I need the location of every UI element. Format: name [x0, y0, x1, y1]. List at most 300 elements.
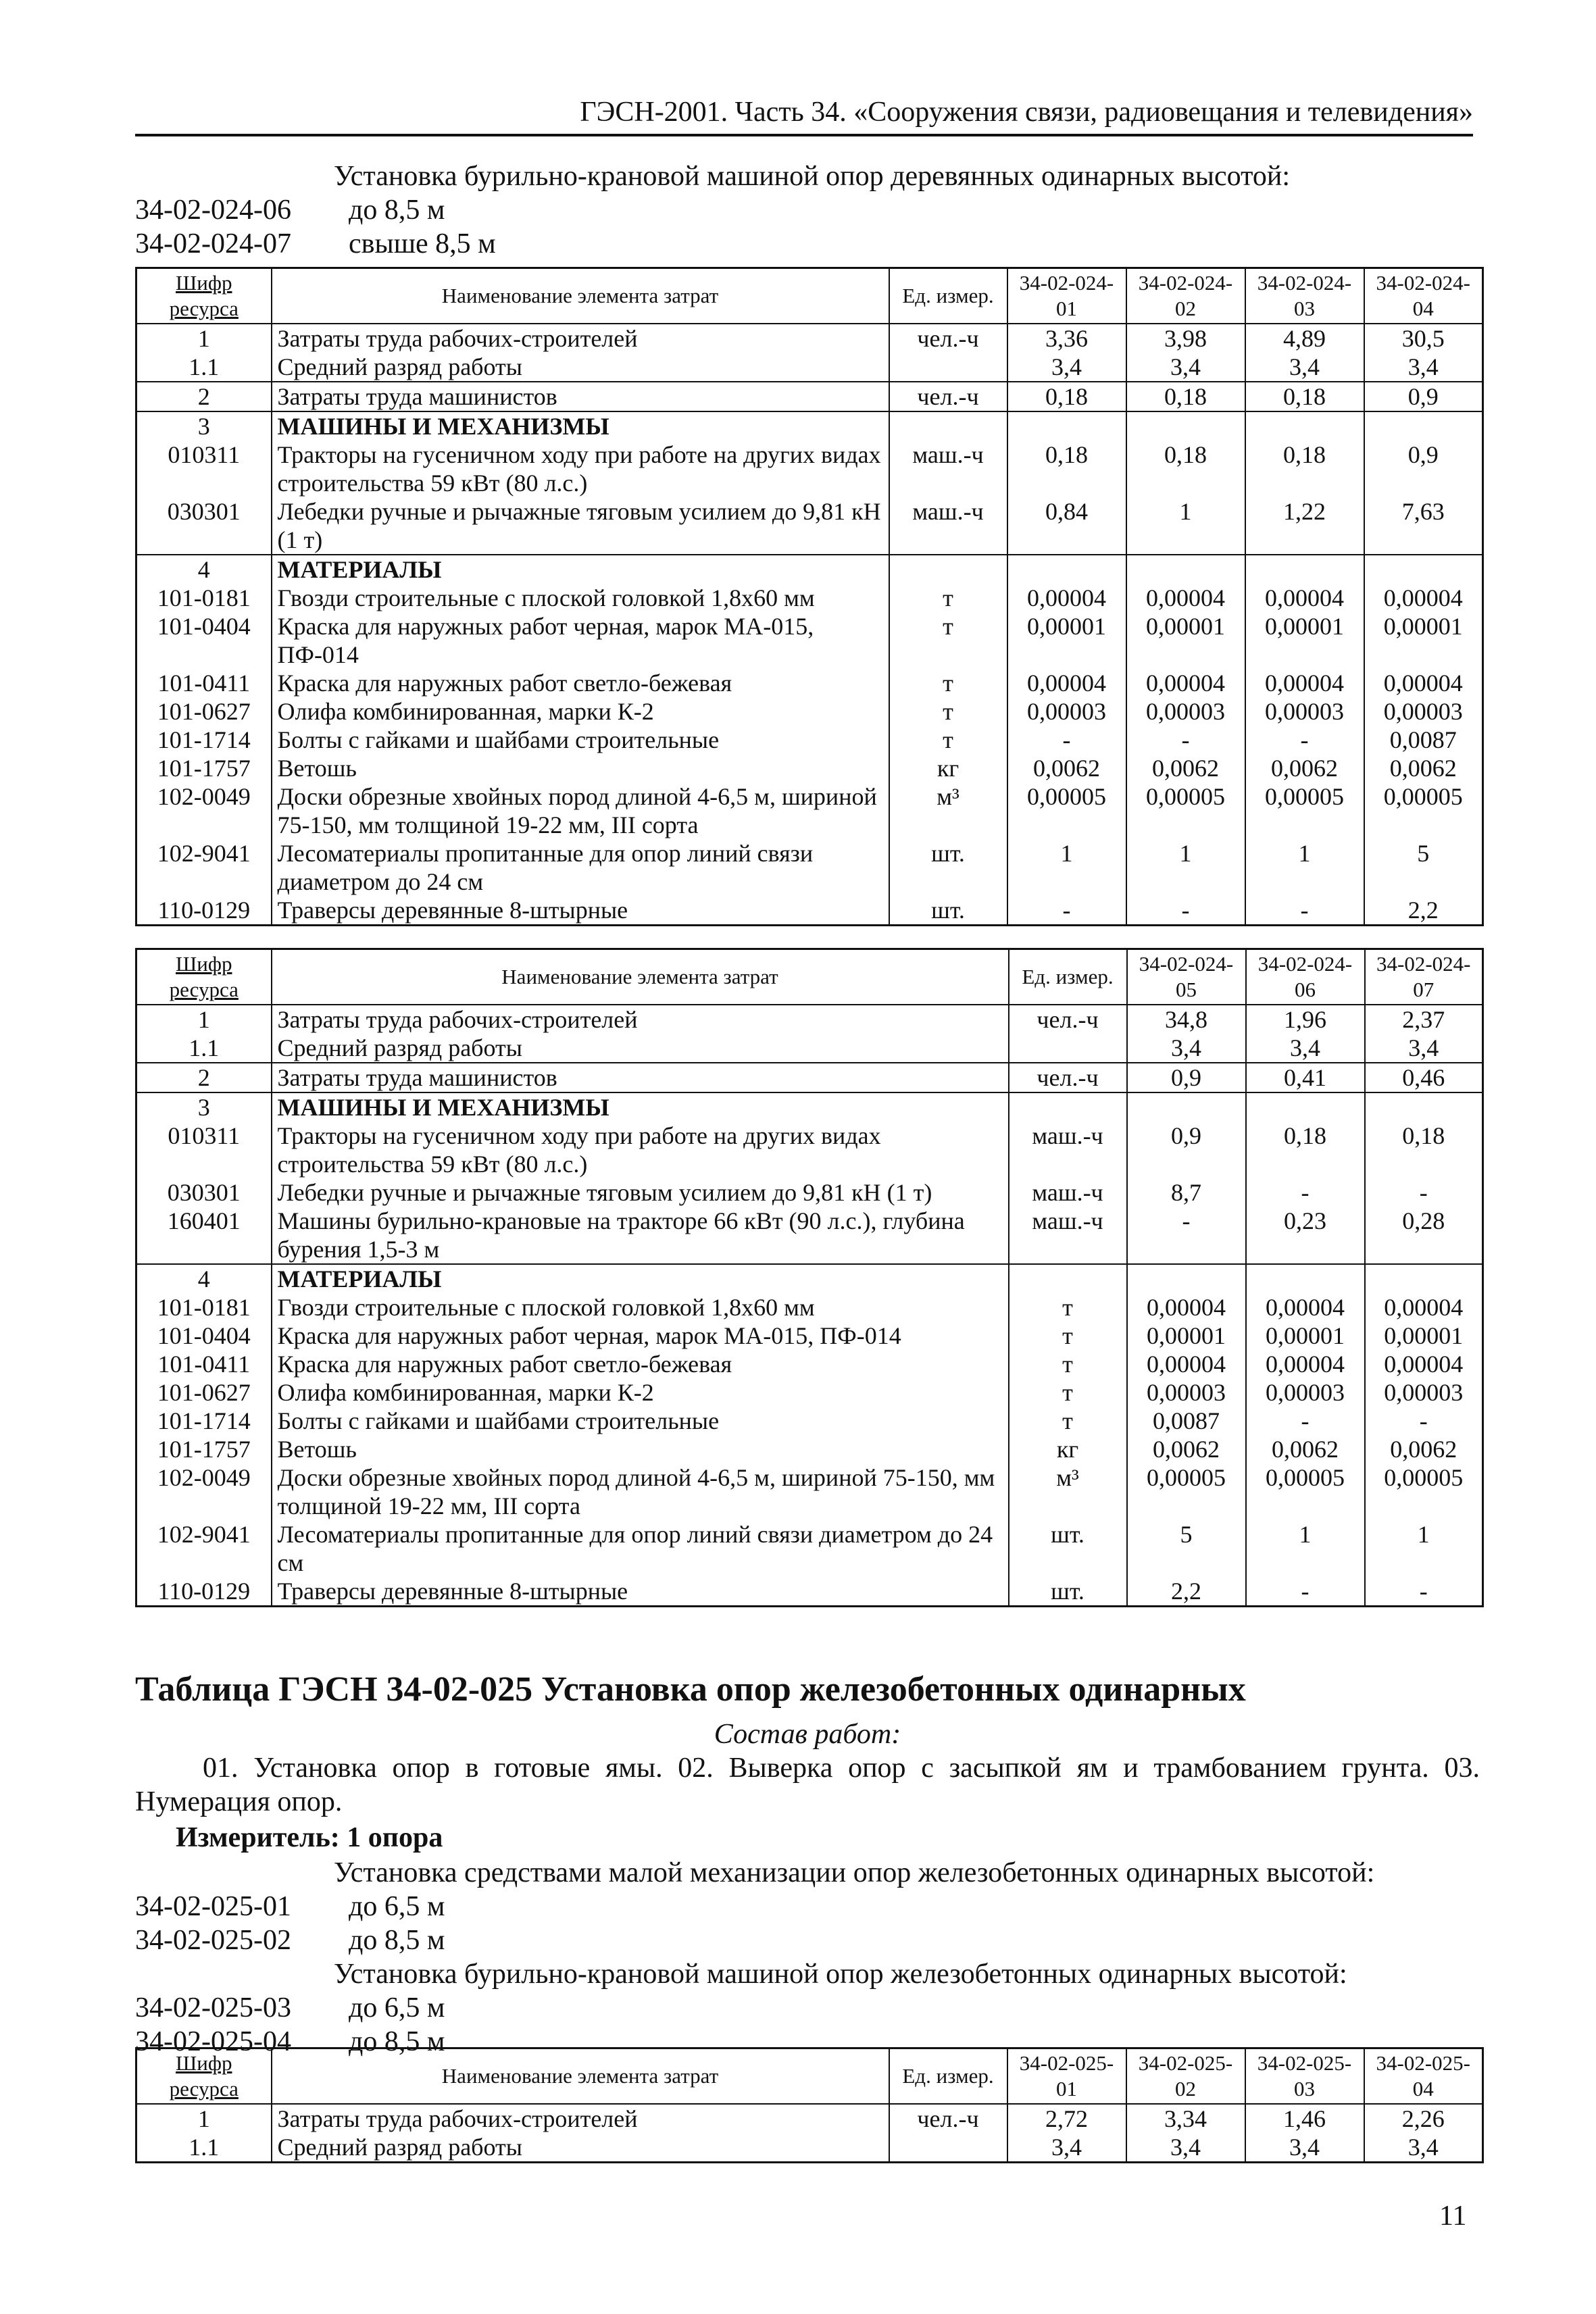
- item-text: до 6,5 м: [349, 1891, 445, 1922]
- header-norm-code: 34-02-025-02: [1126, 2048, 1245, 2105]
- cell-value: 2,37: [1365, 1005, 1483, 1034]
- cell-unit: кг: [1009, 1435, 1127, 1463]
- measure-unit: Измеритель: 1 опора: [176, 1822, 443, 1853]
- cell-resource-code: 101-0404: [136, 1322, 272, 1350]
- header-resource-code: Шифр ресурса: [136, 268, 272, 324]
- table-row: [136, 2104, 1483, 2133]
- item-text: до 8,5 м: [349, 2026, 445, 2057]
- cell-value: 0,00004: [1126, 669, 1245, 697]
- cell-resource-code: 110-0129: [136, 1577, 272, 1607]
- cell-unit: чел.-ч: [889, 382, 1007, 411]
- cell-value: [1126, 555, 1245, 584]
- cell-unit: м³: [1009, 1463, 1127, 1520]
- cell-resource-code: 2: [136, 382, 272, 411]
- cell-value: 3,4: [1364, 353, 1483, 382]
- table-row: [136, 697, 1483, 726]
- cell-value: 0,0062: [1126, 754, 1245, 782]
- header-norm-code: 34-02-024-01: [1007, 268, 1126, 324]
- item-code: 34-02-025-01: [135, 1891, 291, 1922]
- table-title: Таблица ГЭСН 34-02-025 Установка опор железобетонных одинарных: [135, 1670, 1246, 1709]
- cell-unit: т: [889, 669, 1007, 697]
- table-row: [136, 782, 1483, 839]
- cell-value: 0,00003: [1245, 697, 1364, 726]
- cell-value: 3,4: [1007, 353, 1126, 382]
- cell-value: 0,00005: [1007, 782, 1126, 839]
- cell-value: 3,4: [1365, 1034, 1483, 1063]
- resource-table-025-01-04: [135, 2047, 1484, 2163]
- cell-value: 7,63: [1364, 497, 1483, 555]
- work-composition-caption: Состав работ:: [714, 1719, 901, 1750]
- cell-value: [1246, 1092, 1365, 1122]
- cell-resource-code: 2: [136, 1063, 272, 1092]
- block-heading: Установка бурильно-крановой машиной опор деревянных одинарных высотой:: [334, 161, 1291, 192]
- header-unit: Ед. измер.: [889, 268, 1007, 324]
- table-row: [136, 1322, 1483, 1350]
- header-unit: Ед. измер.: [1009, 949, 1127, 1005]
- cell-unit: маш.-ч: [1009, 1178, 1127, 1207]
- table-row: [136, 1207, 1483, 1264]
- cell-cost-element: Затраты труда рабочих-строителей: [272, 2104, 889, 2133]
- cell-cost-element: Затраты труда рабочих-строителей: [272, 1005, 1009, 1034]
- cell-resource-code: 010311: [136, 1122, 272, 1178]
- cell-unit: т: [1009, 1322, 1127, 1350]
- cell-unit: т: [1009, 1293, 1127, 1322]
- codes-block-024: [135, 159, 1480, 261]
- cell-unit: м³: [889, 782, 1007, 839]
- cell-resource-code: 1.1: [136, 2133, 272, 2163]
- table-row: [136, 726, 1483, 754]
- cell-value: 0,00004: [1127, 1350, 1246, 1378]
- item-code: 34-02-024-07: [135, 228, 291, 259]
- table-row: [136, 382, 1483, 411]
- cell-resource-code: 101-0411: [136, 1350, 272, 1378]
- code-item: [135, 1991, 1480, 2025]
- cell-cost-element: Лесоматериалы пропитанные для опор линий связи диаметром до 24 см: [272, 1520, 1009, 1577]
- cell-resource-code: 101-0627: [136, 1378, 272, 1407]
- cell-value: [1245, 555, 1364, 584]
- cell-value: [1365, 1264, 1483, 1293]
- cell-unit: маш.-ч: [889, 497, 1007, 555]
- cell-value: 0,18: [1245, 441, 1364, 497]
- cell-value: 0,0062: [1364, 754, 1483, 782]
- cell-cost-element: Болты с гайками и шайбами строительные: [272, 1407, 1009, 1435]
- item-code: 34-02-025-03: [135, 1992, 291, 2023]
- cell-value: 3,4: [1126, 2133, 1245, 2163]
- cell-value: [1007, 411, 1126, 441]
- cell-cost-element: Краска для наружных работ черная, марок МА-015, ПФ-014: [272, 1322, 1009, 1350]
- table-row: [136, 1034, 1483, 1063]
- cell-cost-element: МАТЕРИАЛЫ: [272, 1264, 1009, 1293]
- cell-value: 2,26: [1364, 2104, 1483, 2133]
- cell-value: 5: [1127, 1520, 1246, 1577]
- cell-resource-code: 101-0404: [136, 612, 272, 669]
- cell-value: -: [1007, 896, 1126, 926]
- header-norm-code: 34-02-025-03: [1245, 2048, 1364, 2105]
- cell-value: 0,00004: [1364, 669, 1483, 697]
- cell-resource-code: 1.1: [136, 353, 272, 382]
- block-heading: Установка бурильно-крановой машиной опор железобетонных одинарных высотой:: [334, 1959, 1347, 1990]
- cell-value: -: [1365, 1577, 1483, 1607]
- cell-value: 3,4: [1127, 1034, 1246, 1063]
- header-cost-element: Наименование элемента затрат: [272, 268, 889, 324]
- cell-value: 0,46: [1365, 1063, 1483, 1092]
- cell-value: 3,4: [1364, 2133, 1483, 2163]
- cell-resource-code: 102-9041: [136, 839, 272, 896]
- page-number: 11: [1439, 2200, 1467, 2232]
- cell-value: -: [1246, 1178, 1365, 1207]
- cell-value: 2,2: [1364, 896, 1483, 926]
- code-item: [135, 227, 1480, 261]
- table-row: [136, 2133, 1483, 2163]
- cell-value: 0,84: [1007, 497, 1126, 555]
- cell-value: 0,00005: [1365, 1463, 1483, 1520]
- cell-value: 0,0087: [1127, 1407, 1246, 1435]
- cell-value: 0,0062: [1246, 1435, 1365, 1463]
- cell-resource-code: 4: [136, 1264, 272, 1293]
- header-unit: Ед. измер.: [889, 2048, 1007, 2105]
- cell-cost-element: Краска для наружных работ светло-бежевая: [272, 669, 889, 697]
- cell-value: 3,4: [1126, 353, 1245, 382]
- cell-value: 0,0062: [1245, 754, 1364, 782]
- cell-value: 3,4: [1246, 1034, 1365, 1063]
- cell-cost-element: Лебедки ручные и рычажные тяговым усилием до 9,81 кН (1 т): [272, 497, 889, 555]
- cell-value: [1245, 411, 1364, 441]
- cell-unit: [889, 555, 1007, 584]
- header-norm-code: 34-02-024-02: [1126, 268, 1245, 324]
- cell-value: 0,00005: [1127, 1463, 1246, 1520]
- cell-value: 0,00001: [1364, 612, 1483, 669]
- cell-value: [1127, 1092, 1246, 1122]
- cell-cost-element: Траверсы деревянные 8-штырные: [272, 896, 889, 926]
- cell-value: 1: [1365, 1520, 1483, 1577]
- header-cost-element: Наименование элемента затрат: [272, 949, 1009, 1005]
- cell-value: 3,98: [1126, 324, 1245, 353]
- table-row: [136, 497, 1483, 555]
- item-text: до 6,5 м: [349, 1992, 445, 2023]
- table-row: [136, 353, 1483, 382]
- cell-value: [1365, 1092, 1483, 1122]
- cell-unit: маш.-ч: [1009, 1122, 1127, 1178]
- cell-resource-code: 110-0129: [136, 896, 272, 926]
- header-norm-code: 34-02-024-04: [1364, 268, 1483, 324]
- cell-unit: шт.: [1009, 1577, 1127, 1607]
- cell-resource-code: 101-0181: [136, 584, 272, 612]
- table-row: [136, 839, 1483, 896]
- table-row: [136, 1407, 1483, 1435]
- cell-value: 3,4: [1007, 2133, 1126, 2163]
- cell-resource-code: 101-1757: [136, 754, 272, 782]
- cell-value: -: [1245, 726, 1364, 754]
- cell-unit: т: [889, 612, 1007, 669]
- cell-value: 0,23: [1246, 1207, 1365, 1264]
- cell-cost-element: Траверсы деревянные 8-штырные: [272, 1577, 1009, 1607]
- cell-value: 5: [1364, 839, 1483, 896]
- cell-value: 1: [1126, 497, 1245, 555]
- cell-value: 0,00004: [1364, 584, 1483, 612]
- cell-cost-element: Олифа комбинированная, марки К-2: [272, 1378, 1009, 1407]
- cell-resource-code: 101-1757: [136, 1435, 272, 1463]
- header-norm-code: 34-02-025-01: [1007, 2048, 1126, 2105]
- cell-unit: кг: [889, 754, 1007, 782]
- header-norm-code: 34-02-024-03: [1245, 268, 1364, 324]
- cell-cost-element: Тракторы на гусеничном ходу при работе на других видах строительства 59 кВт (80 л.с.): [272, 441, 889, 497]
- cell-resource-code: 102-9041: [136, 1520, 272, 1577]
- cell-unit: [889, 411, 1007, 441]
- cell-value: 30,5: [1364, 324, 1483, 353]
- section-row: [136, 1092, 1483, 1122]
- cell-cost-element: Олифа комбинированная, марки К-2: [272, 697, 889, 726]
- cell-resource-code: 101-1714: [136, 726, 272, 754]
- item-code: 34-02-025-02: [135, 1925, 291, 1956]
- cell-unit: маш.-ч: [889, 441, 1007, 497]
- cell-cost-element: Ветошь: [272, 1435, 1009, 1463]
- cell-value: 0,0062: [1007, 754, 1126, 782]
- cell-resource-code: 4: [136, 555, 272, 584]
- table-row: [136, 1293, 1483, 1322]
- cell-unit: т: [889, 584, 1007, 612]
- header-resource-code: Шифр ресурса: [136, 2048, 272, 2105]
- cell-value: 0,00005: [1126, 782, 1245, 839]
- header-cost-element: Наименование элемента затрат: [272, 2048, 889, 2105]
- cell-resource-code: 1: [136, 1005, 272, 1034]
- section-row: [136, 555, 1483, 584]
- cell-cost-element: Гвозди строительные с плоской головкой 1,8х60 мм: [272, 584, 889, 612]
- cell-cost-element: Гвозди строительные с плоской головкой 1,8х60 мм: [272, 1293, 1009, 1322]
- cell-value: 0,9: [1127, 1063, 1246, 1092]
- header-norm-code: 34-02-025-04: [1364, 2048, 1483, 2105]
- cell-value: -: [1365, 1178, 1483, 1207]
- cell-unit: чел.-ч: [1009, 1063, 1127, 1092]
- table-row: [136, 1178, 1483, 1207]
- cell-resource-code: 101-0411: [136, 669, 272, 697]
- cell-value: 0,00001: [1127, 1322, 1246, 1350]
- cell-unit: т: [1009, 1378, 1127, 1407]
- cell-value: -: [1007, 726, 1126, 754]
- cell-value: [1126, 411, 1245, 441]
- cell-cost-element: Средний разряд работы: [272, 2133, 889, 2163]
- cell-value: 0,00004: [1365, 1350, 1483, 1378]
- cell-value: 0,00004: [1246, 1350, 1365, 1378]
- cell-value: 0,00005: [1364, 782, 1483, 839]
- cell-unit: шт.: [1009, 1520, 1127, 1577]
- code-item: [135, 1923, 1480, 1957]
- table-row: [136, 669, 1483, 697]
- cell-unit: [1009, 1092, 1127, 1122]
- cell-value: 1,46: [1245, 2104, 1364, 2133]
- table-row: [136, 1378, 1483, 1407]
- cell-resource-code: 101-0627: [136, 697, 272, 726]
- header-resource-code: Шифр ресурса: [136, 949, 272, 1005]
- cell-cost-element: Средний разряд работы: [272, 353, 889, 382]
- cell-value: 0,00004: [1007, 584, 1126, 612]
- cell-value: 0,9: [1364, 382, 1483, 411]
- cell-value: [1007, 555, 1126, 584]
- cell-value: 0,00001: [1246, 1322, 1365, 1350]
- cell-value: 0,9: [1364, 441, 1483, 497]
- cell-value: [1246, 1264, 1365, 1293]
- cell-value: 1: [1246, 1520, 1365, 1577]
- cell-value: 0,18: [1245, 382, 1364, 411]
- table-row: [136, 1435, 1483, 1463]
- cell-resource-code: 3: [136, 411, 272, 441]
- cell-value: 0,18: [1007, 382, 1126, 411]
- cell-value: 2,72: [1007, 2104, 1126, 2133]
- cell-resource-code: 1: [136, 324, 272, 353]
- cell-value: [1364, 555, 1483, 584]
- code-item: [135, 193, 1480, 227]
- cell-unit: т: [1009, 1407, 1127, 1435]
- header-norm-code: 34-02-024-07: [1365, 949, 1483, 1005]
- header-norm-code: 34-02-024-05: [1127, 949, 1246, 1005]
- cell-value: 0,41: [1246, 1063, 1365, 1092]
- cell-unit: чел.-ч: [1009, 1005, 1127, 1034]
- cell-value: 0,00004: [1245, 669, 1364, 697]
- cell-value: 0,00003: [1365, 1378, 1483, 1407]
- cell-value: 0,00004: [1245, 584, 1364, 612]
- cell-value: 0,00003: [1246, 1378, 1365, 1407]
- cell-resource-code: 030301: [136, 497, 272, 555]
- cell-unit: чел.-ч: [889, 2104, 1007, 2133]
- work-composition: 01. Установка опор в готовые ямы. 02. Выверка опор с засыпкой ям и трамбованием грунта. 03. Нумерация опор.: [135, 1753, 1480, 1817]
- cell-resource-code: 3: [136, 1092, 272, 1122]
- table-row: [136, 1577, 1483, 1607]
- cell-resource-code: 102-0049: [136, 782, 272, 839]
- cell-cost-element: Болты с гайками и шайбами строительные: [272, 726, 889, 754]
- cell-value: 0,00004: [1126, 584, 1245, 612]
- cell-value: 1,96: [1246, 1005, 1365, 1034]
- cell-cost-element: МАШИНЫ И МЕХАНИЗМЫ: [272, 411, 889, 441]
- cell-cost-element: Краска для наружных работ черная, марок МА-015, ПФ-014: [272, 612, 889, 669]
- resource-table-024-05-07: [135, 948, 1484, 1607]
- cell-cost-element: Машины бурильно-крановые на тракторе 66 кВт (90 л.с.), глубина бурения 1,5-3 м: [272, 1207, 1009, 1264]
- cell-value: 8,7: [1127, 1178, 1246, 1207]
- table-row: [136, 324, 1483, 353]
- cell-resource-code: 101-1714: [136, 1407, 272, 1435]
- cell-value: 0,00001: [1365, 1322, 1483, 1350]
- cell-value: -: [1126, 726, 1245, 754]
- cell-value: 1,22: [1245, 497, 1364, 555]
- cell-value: -: [1365, 1407, 1483, 1435]
- cell-cost-element: Затраты труда машинистов: [272, 382, 889, 411]
- cell-resource-code: 010311: [136, 441, 272, 497]
- cell-value: 3,4: [1245, 353, 1364, 382]
- table-row: [136, 612, 1483, 669]
- cell-value: 4,89: [1245, 324, 1364, 353]
- table-row: [136, 1463, 1483, 1520]
- item-code: 34-02-025-04: [135, 2026, 291, 2057]
- cell-value: 0,00001: [1126, 612, 1245, 669]
- cell-resource-code: 1.1: [136, 1034, 272, 1063]
- cell-cost-element: Затраты труда машинистов: [272, 1063, 1009, 1092]
- cell-value: 1: [1007, 839, 1126, 896]
- item-text: до 8,5 м: [349, 1925, 445, 1956]
- cell-cost-element: Лесоматериалы пропитанные для опор линий связи диаметром до 24 см: [272, 839, 889, 896]
- item-code: 34-02-024-06: [135, 195, 291, 226]
- table-row: [136, 1350, 1483, 1378]
- cell-value: 0,18: [1126, 441, 1245, 497]
- cell-value: -: [1246, 1407, 1365, 1435]
- cell-unit: [889, 353, 1007, 382]
- cell-cost-element: МАШИНЫ И МЕХАНИЗМЫ: [272, 1092, 1009, 1122]
- cell-value: 0,00001: [1245, 612, 1364, 669]
- cell-value: 2,2: [1127, 1577, 1246, 1607]
- cell-cost-element: Доски обрезные хвойных пород длиной 4-6,5 м, шириной 75-150, мм толщиной 19-22 мм, III сорта: [272, 1463, 1009, 1520]
- code-item: [135, 1890, 1480, 1923]
- table-row: [136, 441, 1483, 497]
- table-row: [136, 896, 1483, 926]
- cell-cost-element: Лебедки ручные и рычажные тяговым усилием до 9,81 кН (1 т): [272, 1178, 1009, 1207]
- cell-unit: шт.: [889, 839, 1007, 896]
- codes-block-025: [135, 1856, 1480, 2059]
- cell-value: 34,8: [1127, 1005, 1246, 1034]
- item-text: свыше 8,5 м: [349, 228, 496, 259]
- cell-value: -: [1127, 1207, 1246, 1264]
- cell-resource-code: 102-0049: [136, 1463, 272, 1520]
- cell-value: 0,00004: [1246, 1293, 1365, 1322]
- resource-table-024-01-04: [135, 267, 1484, 926]
- cell-value: 0,00003: [1127, 1378, 1246, 1407]
- header-norm-code: 34-02-024-06: [1246, 949, 1365, 1005]
- item-text: до 8,5 м: [349, 195, 445, 226]
- cell-value: 0,00003: [1364, 697, 1483, 726]
- cell-value: -: [1126, 896, 1245, 926]
- section-row: [136, 411, 1483, 441]
- cell-value: 0,18: [1365, 1122, 1483, 1178]
- table-row: [136, 584, 1483, 612]
- running-header: ГЭСН-2001. Часть 34. «Сооружения связи, радиовещания и телевидения»: [135, 95, 1473, 136]
- cell-value: 0,0062: [1127, 1435, 1246, 1463]
- table-row: [136, 1063, 1483, 1092]
- cell-unit: чел.-ч: [889, 324, 1007, 353]
- table-row: [136, 1122, 1483, 1178]
- cell-value: 0,00001: [1007, 612, 1126, 669]
- cell-cost-element: Краска для наружных работ светло-бежевая: [272, 1350, 1009, 1378]
- table-row: [136, 1005, 1483, 1034]
- cell-cost-element: Средний разряд работы: [272, 1034, 1009, 1063]
- cell-value: 3,34: [1126, 2104, 1245, 2133]
- cell-unit: шт.: [889, 896, 1007, 926]
- cell-unit: [1009, 1264, 1127, 1293]
- cell-cost-element: Доски обрезные хвойных пород длиной 4-6,5 м, шириной 75-150, мм толщиной 19-22 мм, III сорта: [272, 782, 889, 839]
- cell-value: 0,18: [1126, 382, 1245, 411]
- cell-resource-code: 030301: [136, 1178, 272, 1207]
- cell-value: 3,4: [1245, 2133, 1364, 2163]
- cell-resource-code: 101-0181: [136, 1293, 272, 1322]
- cell-unit: [1009, 1034, 1127, 1063]
- cell-value: -: [1246, 1577, 1365, 1607]
- cell-cost-element: Ветошь: [272, 754, 889, 782]
- cell-value: 0,0087: [1364, 726, 1483, 754]
- cell-value: 3,36: [1007, 324, 1126, 353]
- cell-value: 1: [1126, 839, 1245, 896]
- cell-cost-element: МАТЕРИАЛЫ: [272, 555, 889, 584]
- cell-value: 0,00003: [1126, 697, 1245, 726]
- cell-unit: т: [889, 697, 1007, 726]
- cell-value: 0,18: [1246, 1122, 1365, 1178]
- cell-cost-element: Тракторы на гусеничном ходу при работе на других видах строительства 59 кВт (80 л.с.): [272, 1122, 1009, 1178]
- block-heading: Установка средствами малой механизации опор железобетонных одинарных высотой:: [334, 1857, 1375, 1888]
- cell-unit: т: [1009, 1350, 1127, 1378]
- cell-value: 0,00004: [1007, 669, 1126, 697]
- cell-value: [1364, 411, 1483, 441]
- cell-value: 0,00004: [1127, 1293, 1246, 1322]
- cell-value: 0,00003: [1007, 697, 1126, 726]
- table-row: [136, 1520, 1483, 1577]
- cell-value: 0,00004: [1365, 1293, 1483, 1322]
- cell-value: 0,00005: [1245, 782, 1364, 839]
- cell-resource-code: 1: [136, 2104, 272, 2133]
- cell-value: 0,18: [1007, 441, 1126, 497]
